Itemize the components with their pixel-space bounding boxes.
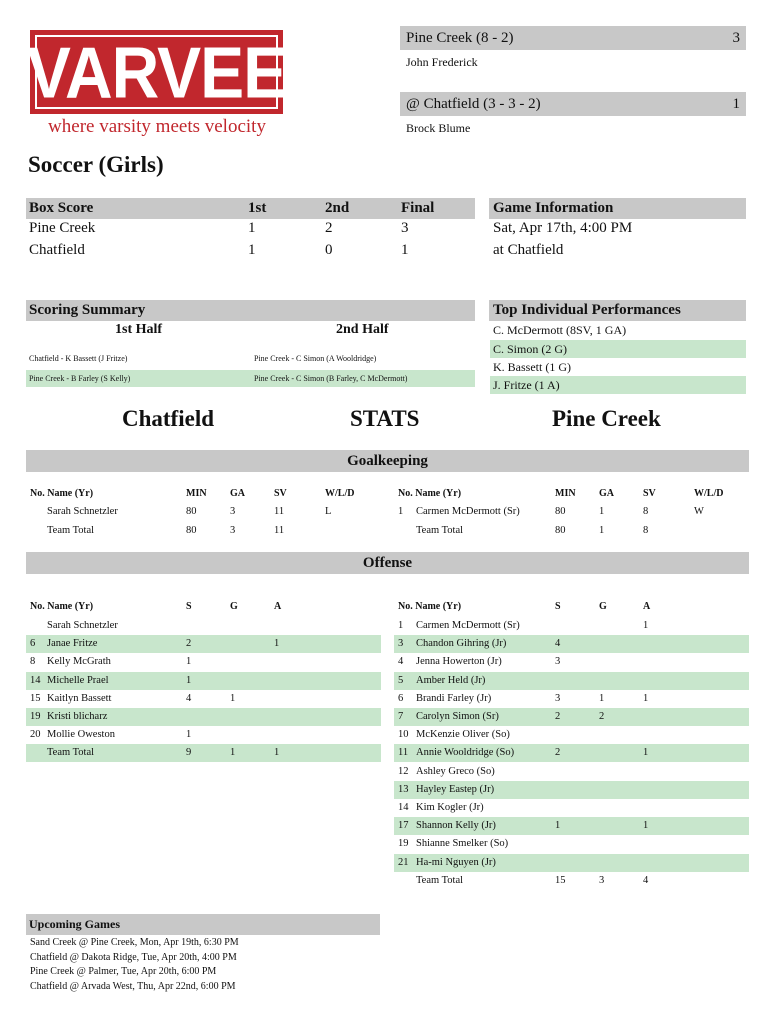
col-sv: SV — [643, 488, 656, 499]
col-wld: W/L/D — [694, 488, 724, 499]
player-number: 21 — [398, 856, 409, 868]
goalkeeping-header: Goalkeeping — [26, 450, 749, 472]
col-ga: GA — [599, 488, 614, 499]
home-team-name[interactable]: Pine Creek (8 - 2) — [406, 29, 514, 46]
player-row — [26, 672, 381, 690]
scoring-row — [26, 370, 475, 387]
stat-s: 3 — [555, 692, 561, 704]
stats-left-team[interactable]: Chatfield — [122, 406, 214, 431]
player-number: 20 — [30, 729, 41, 741]
player-row — [26, 653, 381, 671]
stat-s: 1 — [186, 729, 192, 741]
top-performances-header: Top Individual Performances — [489, 300, 746, 321]
player-number: 13 — [398, 783, 409, 795]
stat-s: 2 — [555, 747, 561, 759]
box-team[interactable]: Chatfield — [29, 242, 85, 258]
box-val: 2 — [325, 220, 333, 236]
player-row — [394, 872, 749, 890]
col-a: A — [274, 601, 282, 612]
player-number: 12 — [398, 765, 409, 777]
away-team-score: 1 — [732, 95, 740, 112]
player-row — [394, 672, 749, 690]
player-name[interactable]: Ashley Greco (So) — [416, 765, 495, 777]
game-location: at Chatfield — [493, 242, 564, 258]
player-name: Team Total — [416, 874, 464, 886]
player-name[interactable]: Brandi Farley (Jr) — [416, 692, 492, 704]
home-coach: John Frederick — [406, 55, 478, 69]
goalkeeper-row — [26, 522, 381, 540]
player-name[interactable]: Kelly McGrath — [47, 656, 111, 668]
upcoming-game-link[interactable]: Chatfield @ Arvada West, Thu, Apr 22nd, 6:00 PM — [30, 981, 236, 992]
stat-ga: 1 — [599, 506, 605, 517]
top-performance-item: K. Bassett (1 G) — [493, 359, 571, 374]
stat-s: 4 — [186, 692, 192, 704]
box-val: 0 — [325, 242, 333, 258]
player-number: 4 — [398, 656, 404, 668]
away-coach: Brock Blume — [406, 121, 471, 135]
upcoming-game-link[interactable]: Pine Creek @ Palmer, Tue, Apr 20th, 6:00 PM — [30, 966, 217, 977]
player-row — [394, 690, 749, 708]
stat-g: 1 — [230, 747, 236, 759]
stat-sv: 11 — [274, 506, 285, 517]
stat-sv: 8 — [643, 506, 649, 517]
logo-inner — [26, 31, 287, 113]
player-name[interactable]: Michelle Prael — [47, 674, 109, 686]
col-wld: W/L/D — [325, 488, 355, 499]
stats-right-team[interactable]: Pine Creek — [552, 406, 661, 431]
away-team-bar — [400, 92, 746, 116]
col-a: A — [643, 601, 651, 612]
player-number: 17 — [398, 820, 409, 832]
game-info-header: Game Information — [489, 198, 746, 219]
player-name: Team Total — [416, 525, 464, 536]
top-performance-item: C. McDermott (8SV, 1 GA) — [493, 322, 627, 337]
player-number: 5 — [398, 674, 404, 686]
first-half-label: 1st Half — [115, 322, 163, 337]
scoring-row — [26, 350, 475, 367]
stat-g: 3 — [599, 874, 605, 886]
stat-wld: W — [694, 506, 704, 517]
stat-s: 1 — [555, 820, 561, 832]
player-row — [394, 635, 749, 653]
player-name[interactable]: Kristi blicharz — [47, 711, 108, 722]
player-number: 10 — [398, 729, 409, 741]
upcoming-games-header: Upcoming Games — [26, 914, 380, 935]
stat-a: 4 — [643, 874, 649, 886]
stat-min: 80 — [555, 525, 566, 536]
player-name[interactable]: Amber Held (Jr) — [416, 674, 486, 686]
player-row — [26, 635, 381, 653]
score-event: Pine Creek - C Simon (B Farley, C McDermott) — [254, 374, 408, 383]
player-number: 15 — [30, 692, 41, 704]
player-name[interactable]: Kaitlyn Bassett — [47, 692, 112, 704]
player-number: 6 — [30, 638, 36, 650]
goalkeeper-row — [26, 503, 381, 521]
player-row — [394, 781, 749, 799]
player-name[interactable]: Chandon Gihring (Jr) — [416, 638, 507, 650]
box-val: 3 — [401, 220, 409, 236]
col-name: No. Name (Yr) — [30, 488, 94, 499]
player-row — [26, 617, 381, 635]
logo-box — [26, 30, 287, 114]
stat-sv: 11 — [274, 525, 285, 536]
box-score-final: Final — [401, 200, 435, 216]
col-min: MIN — [186, 488, 207, 499]
box-val: 1 — [401, 242, 409, 258]
player-row — [394, 653, 749, 671]
player-row — [394, 835, 749, 853]
player-row — [394, 763, 749, 781]
player-name[interactable]: Carmen McDermott (Sr) — [416, 620, 520, 631]
goalkeeper-row — [394, 503, 749, 521]
player-number: 6 — [398, 692, 404, 704]
player-name[interactable]: Carmen McDermott (Sr) — [416, 506, 520, 517]
stat-a: 1 — [643, 620, 649, 631]
top-performance-item: J. Fritze (1 A) — [490, 376, 746, 394]
player-row — [26, 708, 381, 726]
player-row — [394, 744, 749, 762]
player-number: 3 — [398, 638, 404, 650]
player-number: 8 — [30, 656, 36, 668]
col-name: No. Name (Yr) — [398, 601, 462, 612]
stat-ga: 3 — [230, 506, 236, 517]
player-name[interactable]: Jenna Howerton (Jr) — [416, 656, 502, 668]
col-s: S — [555, 601, 561, 612]
box-score-label: Box Score — [29, 200, 94, 216]
stat-a: 1 — [643, 820, 649, 832]
stat-g: 2 — [599, 711, 605, 722]
col-name: No. Name (Yr) — [398, 488, 462, 499]
scoring-summary-header: Scoring Summary — [26, 300, 475, 321]
box-score-header — [26, 198, 475, 219]
stats-title: STATS — [350, 406, 420, 431]
away-team-name[interactable]: @ Chatfield (3 - 3 - 2) — [406, 95, 541, 112]
player-number: 11 — [398, 747, 409, 759]
player-row — [26, 726, 381, 744]
upcoming-game-link[interactable]: Chatfield @ Dakota Ridge, Tue, Apr 20th, 4:00 PM — [30, 952, 237, 963]
stat-s: 2 — [555, 711, 561, 722]
player-row — [394, 726, 749, 744]
col-sv: SV — [274, 488, 287, 499]
score-event: Pine Creek - B Farley (S Kelly) — [29, 374, 131, 383]
player-number: 14 — [30, 674, 41, 686]
col-g: G — [599, 601, 607, 612]
offense-header: Offense — [26, 552, 749, 574]
stat-a: 1 — [274, 638, 280, 650]
stat-wld: L — [325, 506, 332, 517]
player-number: 7 — [398, 711, 404, 722]
player-number: 1 — [398, 506, 404, 517]
box-val: 1 — [248, 242, 256, 258]
score-event: Pine Creek - C Simon (A Wooldridge) — [254, 354, 377, 363]
stat-s: 1 — [186, 674, 192, 686]
col-s: S — [186, 601, 192, 612]
player-row — [394, 854, 749, 872]
player-row — [26, 744, 381, 762]
player-name[interactable]: Ha-mi Nguyen (Jr) — [416, 856, 496, 868]
logo-text: VARVEE — [26, 31, 287, 113]
player-name: Team Total — [47, 747, 95, 759]
stat-s: 4 — [555, 638, 561, 650]
stat-s: 9 — [186, 747, 192, 759]
player-number: 19 — [30, 711, 41, 722]
player-name[interactable]: Shannon Kelly (Jr) — [416, 820, 496, 832]
stat-a: 1 — [643, 692, 649, 704]
player-name: Team Total — [47, 525, 95, 536]
goalkeeper-row — [394, 522, 749, 540]
player-name[interactable]: Shianne Smelker (So) — [416, 838, 509, 850]
stat-ga: 3 — [230, 525, 236, 536]
logo-tagline: where varsity meets velocity — [48, 116, 266, 137]
player-row — [394, 817, 749, 835]
box-val: 1 — [248, 220, 256, 236]
stat-min: 80 — [555, 506, 566, 517]
upcoming-game-link[interactable]: Sand Creek @ Pine Creek, Mon, Apr 19th, 6:30 PM — [30, 937, 239, 948]
stat-ga: 1 — [599, 525, 605, 536]
player-name[interactable]: Hayley Eastep (Jr) — [416, 783, 495, 795]
player-name[interactable]: Mollie Oweston — [47, 729, 115, 741]
player-name[interactable]: Sarah Schnetzler — [47, 506, 118, 517]
stat-sv: 8 — [643, 525, 649, 536]
player-name[interactable]: Carolyn Simon (Sr) — [416, 711, 499, 722]
top-performance-item: C. Simon (2 G) — [490, 340, 746, 358]
box-team[interactable]: Pine Creek — [29, 220, 96, 236]
sport-title: Soccer (Girls) — [28, 152, 164, 177]
game-date: Sat, Apr 17th, 4:00 PM — [493, 220, 633, 236]
stat-a: 1 — [274, 747, 280, 759]
home-team-bar — [400, 26, 746, 50]
player-row — [26, 690, 381, 708]
col-name: No. Name (Yr) — [30, 601, 94, 612]
player-row — [394, 708, 749, 726]
stat-s: 1 — [186, 656, 192, 668]
player-number: 1 — [398, 620, 404, 631]
box-score-1st: 1st — [248, 200, 267, 216]
player-name[interactable]: Annie Wooldridge (So) — [416, 747, 515, 759]
player-number: 14 — [398, 802, 409, 813]
player-row — [394, 799, 749, 817]
player-row — [394, 617, 749, 635]
stat-s: 3 — [555, 656, 561, 668]
stat-s: 15 — [555, 874, 566, 886]
stat-g: 1 — [230, 692, 236, 704]
col-min: MIN — [555, 488, 576, 499]
player-name[interactable]: McKenzie Oliver (So) — [416, 729, 510, 741]
box-score-2nd: 2nd — [325, 200, 350, 216]
stat-min: 80 — [186, 525, 197, 536]
varvee-logo[interactable] — [26, 30, 287, 138]
home-team-score: 3 — [732, 29, 740, 46]
score-event: Chatfield - K Bassett (J Fritze) — [29, 354, 128, 363]
col-g: G — [230, 601, 238, 612]
stat-a: 1 — [643, 747, 649, 759]
player-number: 19 — [398, 838, 409, 850]
stat-min: 80 — [186, 506, 197, 517]
player-name[interactable]: Sarah Schnetzler — [47, 620, 118, 631]
stat-g: 1 — [599, 692, 605, 704]
second-half-label: 2nd Half — [336, 322, 389, 337]
player-name[interactable]: Janae Fritze — [47, 638, 98, 650]
col-ga: GA — [230, 488, 245, 499]
stat-s: 2 — [186, 638, 192, 650]
player-name[interactable]: Kim Kogler (Jr) — [416, 802, 484, 813]
